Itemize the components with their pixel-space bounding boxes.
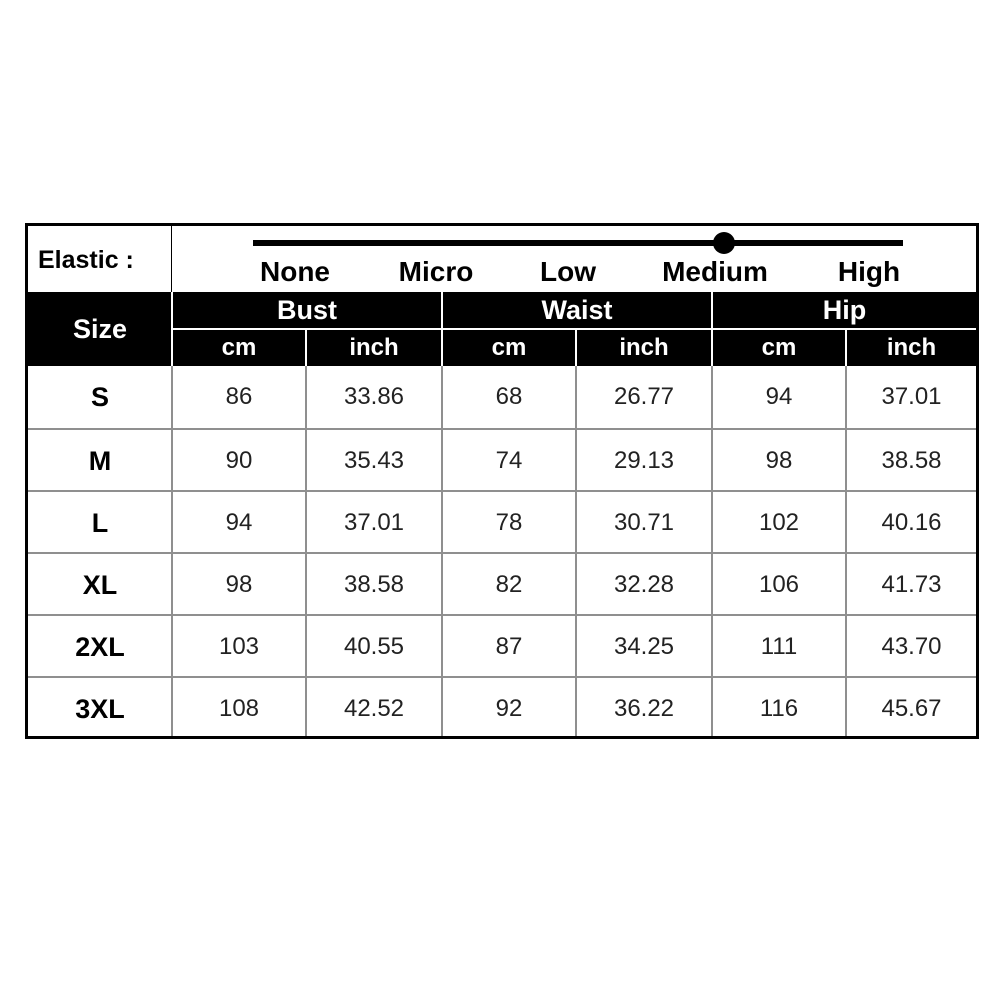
header-divider [305,330,307,366]
waist-cm-cell: 82 [495,571,523,598]
waist-inch-cell: 29.13 [613,447,675,474]
hip-inch-cell: 38.58 [881,447,942,474]
table-header [28,292,976,366]
hip-cm-cell: 98 [765,447,793,474]
bust-inch-cell: 42.52 [343,695,405,722]
hip-cm-cell: 94 [765,383,793,410]
header-divider [171,292,173,366]
waist-inch-cell: 32.28 [613,571,675,598]
hip-cm-header: cm [761,334,797,361]
hip-cm-cell: 106 [758,571,800,598]
size-cell: M [88,445,112,476]
waist-inch-header: inch [619,334,669,361]
elastic-level-low: Low [540,256,596,287]
bust-inch-header: inch [349,334,399,361]
header-divider [575,330,577,366]
column-divider [575,366,577,736]
size-cell: 2XL [75,631,125,662]
size-chart [25,223,979,739]
column-divider [845,366,847,736]
hip-inch-cell: 45.67 [881,695,942,722]
waist-inch-cell: 26.77 [613,383,675,410]
header-divider [845,330,847,366]
elastic-scale-line [253,240,903,246]
elastic-level-micro: Micro [398,256,474,287]
size-column-header: Size [72,313,128,344]
elastic-level-medium: Medium [662,256,768,287]
bust-cm-cell: 94 [225,509,253,536]
elastic-label: Elastic : [28,226,172,292]
hip-cm-cell: 111 [760,633,798,660]
waist-cm-cell: 78 [495,509,523,536]
column-divider [171,366,173,736]
size-cell: XL [82,569,118,600]
bust-cm-cell: 98 [225,571,253,598]
waist-cm-header: cm [491,334,527,361]
size-cell: 3XL [75,693,125,724]
hip-inch-cell: 43.70 [881,633,942,660]
column-divider [305,366,307,736]
bust-cm-cell: 90 [225,447,253,474]
hip-inch-header: inch [886,334,937,361]
hip-cm-cell: 102 [758,509,800,536]
waist-cm-cell: 92 [495,695,523,722]
bust-inch-cell: 35.43 [343,447,405,474]
waist-inch-cell: 30.71 [613,509,675,536]
bust-inch-cell: 33.86 [343,383,405,410]
bust-header: Bust [277,294,337,325]
header-divider [711,292,713,366]
elastic-level-none: None [260,256,330,287]
bust-inch-cell: 40.55 [343,633,405,660]
bust-cm-cell: 108 [218,695,260,722]
size-cell: L [91,507,109,538]
bust-cm-cell: 103 [218,633,260,660]
waist-cm-cell: 87 [495,633,523,660]
waist-cm-cell: 74 [495,447,523,474]
elastic-selected-marker [713,232,735,254]
waist-inch-cell: 36.22 [613,695,675,722]
hip-inch-cell: 41.73 [881,571,942,598]
elastic-level-high: High [837,256,901,287]
waist-inch-cell: 34.25 [613,633,675,660]
size-cell: S [90,381,109,412]
bust-cm-cell: 86 [225,383,253,410]
hip-inch-cell: 37.01 [881,383,942,410]
hip-inch-cell: 40.16 [881,509,942,536]
bust-cm-header: cm [221,334,257,361]
hip-header: Hip [822,294,867,325]
hip-cm-cell: 116 [759,695,799,722]
waist-header: Waist [541,294,613,325]
bust-inch-cell: 37.01 [343,509,405,536]
column-divider [711,366,713,736]
bust-inch-cell: 38.58 [343,571,405,598]
column-divider [441,366,443,736]
header-divider [441,292,443,366]
waist-cm-cell: 68 [495,383,523,410]
elastic-scale [173,226,976,292]
